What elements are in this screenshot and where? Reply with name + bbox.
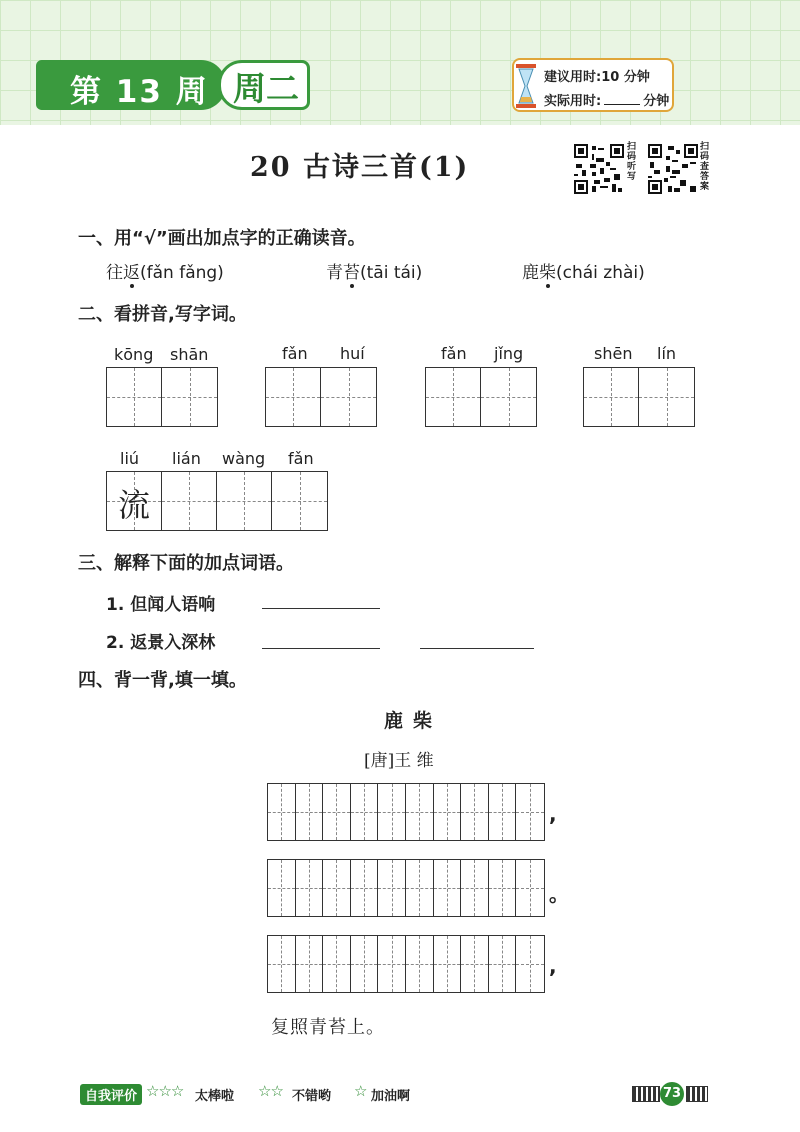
punctuation-mark: ,	[549, 802, 557, 826]
grid-cell[interactable]	[489, 784, 517, 840]
page-deco-left	[632, 1086, 660, 1102]
grid-cell[interactable]	[323, 860, 351, 916]
grid-cell[interactable]	[217, 472, 272, 530]
reading-options: (chái zhài)	[556, 263, 645, 283]
grid-cell[interactable]	[321, 368, 376, 426]
grid-cell[interactable]	[351, 936, 379, 992]
day-label: 周二	[233, 69, 299, 108]
suggested-time: 建议用时:10 分钟	[544, 70, 650, 85]
grid-cell[interactable]	[351, 784, 379, 840]
star-icon: ☆	[258, 1082, 271, 1100]
grid-cell	[107, 472, 162, 530]
grid-cell[interactable]	[584, 368, 639, 426]
writing-grid-4[interactable]	[583, 367, 695, 427]
answer-blank[interactable]	[262, 608, 380, 609]
grid-cell[interactable]	[378, 936, 406, 992]
pinyin-label: jǐng	[494, 344, 524, 363]
pinyin-label: fǎn	[288, 449, 314, 468]
pinyin-label: lián	[172, 449, 201, 468]
grid-cell[interactable]	[461, 784, 489, 840]
grid-cell[interactable]	[481, 368, 536, 426]
grid-cell[interactable]	[406, 860, 434, 916]
grid-cell[interactable]	[266, 368, 321, 426]
reading-item-3[interactable]	[522, 258, 645, 283]
item-text: 但闻人语响	[130, 595, 216, 615]
page-deco-right	[686, 1086, 708, 1102]
grid-cell[interactable]	[268, 860, 296, 916]
grid-cell[interactable]	[162, 368, 217, 426]
qr-answer-label: 扫码查答案	[700, 142, 710, 192]
grid-cell[interactable]	[489, 936, 517, 992]
section4-heading: 四、背一背,填一填。	[78, 670, 247, 691]
self-eval-badge: 自我评价	[80, 1084, 142, 1105]
star-icon: ☆	[170, 1082, 184, 1100]
star-rating-1[interactable]	[354, 1082, 366, 1100]
grid-cell[interactable]	[516, 784, 544, 840]
word-char: 鹿	[522, 263, 539, 283]
answer-blank[interactable]	[420, 648, 534, 649]
grid-cell[interactable]	[426, 368, 481, 426]
dotted-char: 返	[123, 263, 140, 283]
given-char: 流	[117, 486, 150, 524]
grid-cell[interactable]	[434, 784, 462, 840]
rating-good-label: 不错哟	[292, 1089, 332, 1104]
rating-try-label: 加油啊	[371, 1089, 411, 1104]
poem-title: 鹿柴	[384, 710, 443, 732]
week-label: 第 13 周	[70, 74, 209, 110]
grid-cell[interactable]	[296, 860, 324, 916]
grid-cell[interactable]	[378, 784, 406, 840]
grid-cell[interactable]	[639, 368, 694, 426]
answer-blank[interactable]	[262, 648, 380, 649]
grid-cell[interactable]	[434, 860, 462, 916]
grid-cell[interactable]	[489, 860, 517, 916]
qr-listen-label: 扫码听写	[627, 142, 637, 182]
pinyin-label: fǎn	[282, 344, 308, 363]
grid-cell[interactable]	[434, 936, 462, 992]
punctuation-mark: 。	[549, 882, 569, 906]
reading-item-2[interactable]	[326, 258, 422, 283]
pinyin-label: wàng	[222, 449, 266, 468]
pinyin-label: liú	[120, 449, 140, 468]
grid-cell[interactable]	[461, 936, 489, 992]
writing-grid-2[interactable]	[265, 367, 377, 427]
reading-options: (tāi tái)	[360, 263, 423, 283]
star-icon: ☆	[270, 1082, 283, 1100]
reading-options: (fǎn fǎng)	[140, 263, 224, 283]
pinyin-label: kōng	[114, 345, 154, 364]
actual-time	[544, 90, 669, 109]
grid-cell[interactable]	[378, 860, 406, 916]
lesson-title: 20 古诗三首(1)	[250, 152, 470, 183]
item-text: 返景入深林	[130, 633, 216, 653]
pinyin-label: shān	[170, 345, 209, 364]
grid-cell[interactable]	[351, 860, 379, 916]
grid-cell[interactable]	[461, 860, 489, 916]
poem-author: [唐]王 维	[364, 751, 434, 771]
writing-grid-idiom[interactable]	[106, 471, 328, 531]
pinyin-label: lín	[657, 344, 677, 363]
reading-item-1[interactable]	[106, 258, 224, 283]
grid-cell[interactable]	[268, 936, 296, 992]
poem-grid-3[interactable]	[267, 935, 545, 993]
grid-cell[interactable]	[296, 936, 324, 992]
section2-heading: 二、看拼音,写字词。	[78, 304, 247, 325]
actual-time-blank[interactable]	[604, 104, 640, 105]
item-number: 1.	[106, 595, 125, 615]
page-number: 73	[660, 1082, 684, 1106]
poem-grid-1[interactable]	[267, 783, 545, 841]
section3-heading: 三、解释下面的加点词语。	[78, 553, 294, 574]
star-icon: ☆	[158, 1082, 171, 1100]
section1-heading: 一、用“√”画出加点字的正确读音。	[78, 228, 366, 249]
grid-cell[interactable]	[268, 784, 296, 840]
grid-cell[interactable]	[406, 784, 434, 840]
pinyin-label: huí	[340, 344, 365, 363]
poem-last-line: 复照青苔上。	[271, 1017, 385, 1038]
writing-grid-1[interactable]	[106, 367, 218, 427]
dotted-char: 柴	[539, 263, 556, 283]
hourglass-icon	[514, 64, 538, 108]
star-rating-2[interactable]	[258, 1082, 283, 1100]
grid-cell[interactable]	[406, 936, 434, 992]
poem-grid-2[interactable]	[267, 859, 545, 917]
star-icon: ☆	[146, 1082, 159, 1100]
grid-cell[interactable]	[323, 936, 351, 992]
grid-cell[interactable]	[107, 368, 162, 426]
grid-cell[interactable]	[516, 936, 544, 992]
pinyin-label: fǎn	[441, 344, 467, 363]
actual-time-unit: 分钟	[643, 94, 670, 109]
qr-code-answer-icon[interactable]	[648, 144, 698, 194]
item-number: 2.	[106, 633, 125, 653]
dotted-char: 苔	[343, 263, 360, 283]
grid-cell[interactable]	[323, 784, 351, 840]
punctuation-mark: ,	[549, 954, 557, 978]
word-char: 往	[106, 263, 123, 283]
pinyin-label: shēn	[594, 344, 633, 363]
qr-code-listen-icon[interactable]	[574, 144, 624, 194]
grid-cell[interactable]	[162, 472, 217, 530]
writing-grid-3[interactable]	[425, 367, 537, 427]
star-icon: ☆	[354, 1082, 367, 1100]
grid-cell[interactable]	[296, 784, 324, 840]
explain-item-1	[106, 590, 215, 615]
grid-cell[interactable]	[272, 472, 327, 530]
explain-item-2	[106, 628, 215, 653]
actual-time-label: 实际用时:	[544, 94, 602, 109]
rating-great-label: 太棒啦	[195, 1089, 235, 1104]
word-char: 青	[326, 263, 343, 283]
grid-cell[interactable]	[516, 860, 544, 916]
star-rating-3[interactable]	[146, 1082, 183, 1100]
